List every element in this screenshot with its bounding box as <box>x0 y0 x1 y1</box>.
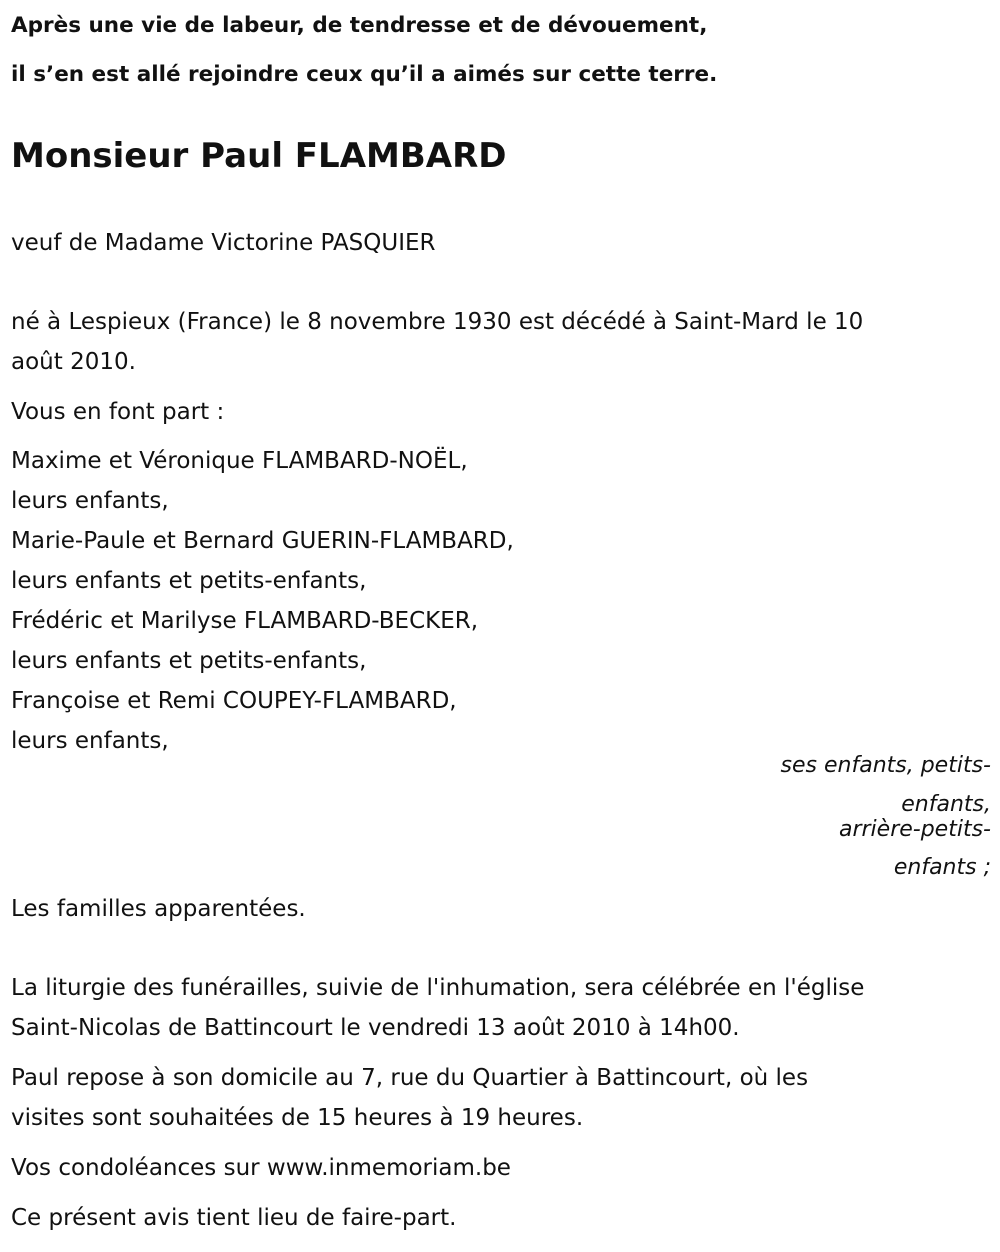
relatives-line: Les familles apparentées. <box>11 896 306 922</box>
closing-signature-line-3: arrière-petits- <box>838 817 991 842</box>
signers-list <box>11 441 514 761</box>
signer-line: leurs enfants et petits-enfants, <box>11 568 367 594</box>
announcement-line: Vous en font part : <box>11 399 225 425</box>
widower-line: veuf de Madame Victorine PASQUIER <box>11 230 436 256</box>
signer-line: leurs enfants et petits-enfants, <box>11 648 367 674</box>
intro-line-2: il s’en est allé rejoindre ceux qu’il a aimés sur cette terre. <box>11 62 718 87</box>
visitation-line-1: Paul repose à son domicile au 7, rue du Quartier à Battincourt, où les <box>11 1065 809 1091</box>
signer-line: Marie-Paule et Bernard GUERIN-FLAMBARD, <box>11 528 514 554</box>
deceased-name: Monsieur Paul FLAMBARD <box>11 136 507 176</box>
visitation-line-2: visites sont souhaitées de 15 heures à 19 heures. <box>11 1105 584 1131</box>
signer-line: Frédéric et Marilyse FLAMBARD-BECKER, <box>11 608 479 634</box>
intro-line-1: Après une vie de labeur, de tendresse et de dévouement, <box>11 13 708 38</box>
signer-line: Maxime et Véronique FLAMBARD-NOËL, <box>11 448 468 474</box>
signer-line: leurs enfants, <box>11 488 169 514</box>
signer-line: Françoise et Remi COUPEY-FLAMBARD, <box>11 688 457 714</box>
funeral-line-2: Saint-Nicolas de Battincourt le vendredi 13 août 2010 à 14h00. <box>11 1015 740 1041</box>
condolences-line: Vos condoléances sur www.inmemoriam.be <box>11 1155 511 1181</box>
funeral-line-1: La liturgie des funérailles, suivie de l'inhumation, sera célébrée en l'église <box>11 975 865 1001</box>
closing-signature-line-4: enfants ; <box>893 855 991 880</box>
signer-line: leurs enfants, <box>11 728 169 754</box>
notice-line: Ce présent avis tient lieu de faire-part. <box>11 1205 457 1231</box>
closing-signature-line-2: enfants, <box>901 792 991 817</box>
closing-signature-line-1: ses enfants, petits- <box>780 753 991 778</box>
birth-death-line-1: né à Lespieux (France) le 8 novembre 1930 est décédé à Saint-Mard le 10 <box>11 309 864 335</box>
birth-death-line-2: août 2010. <box>11 349 136 375</box>
